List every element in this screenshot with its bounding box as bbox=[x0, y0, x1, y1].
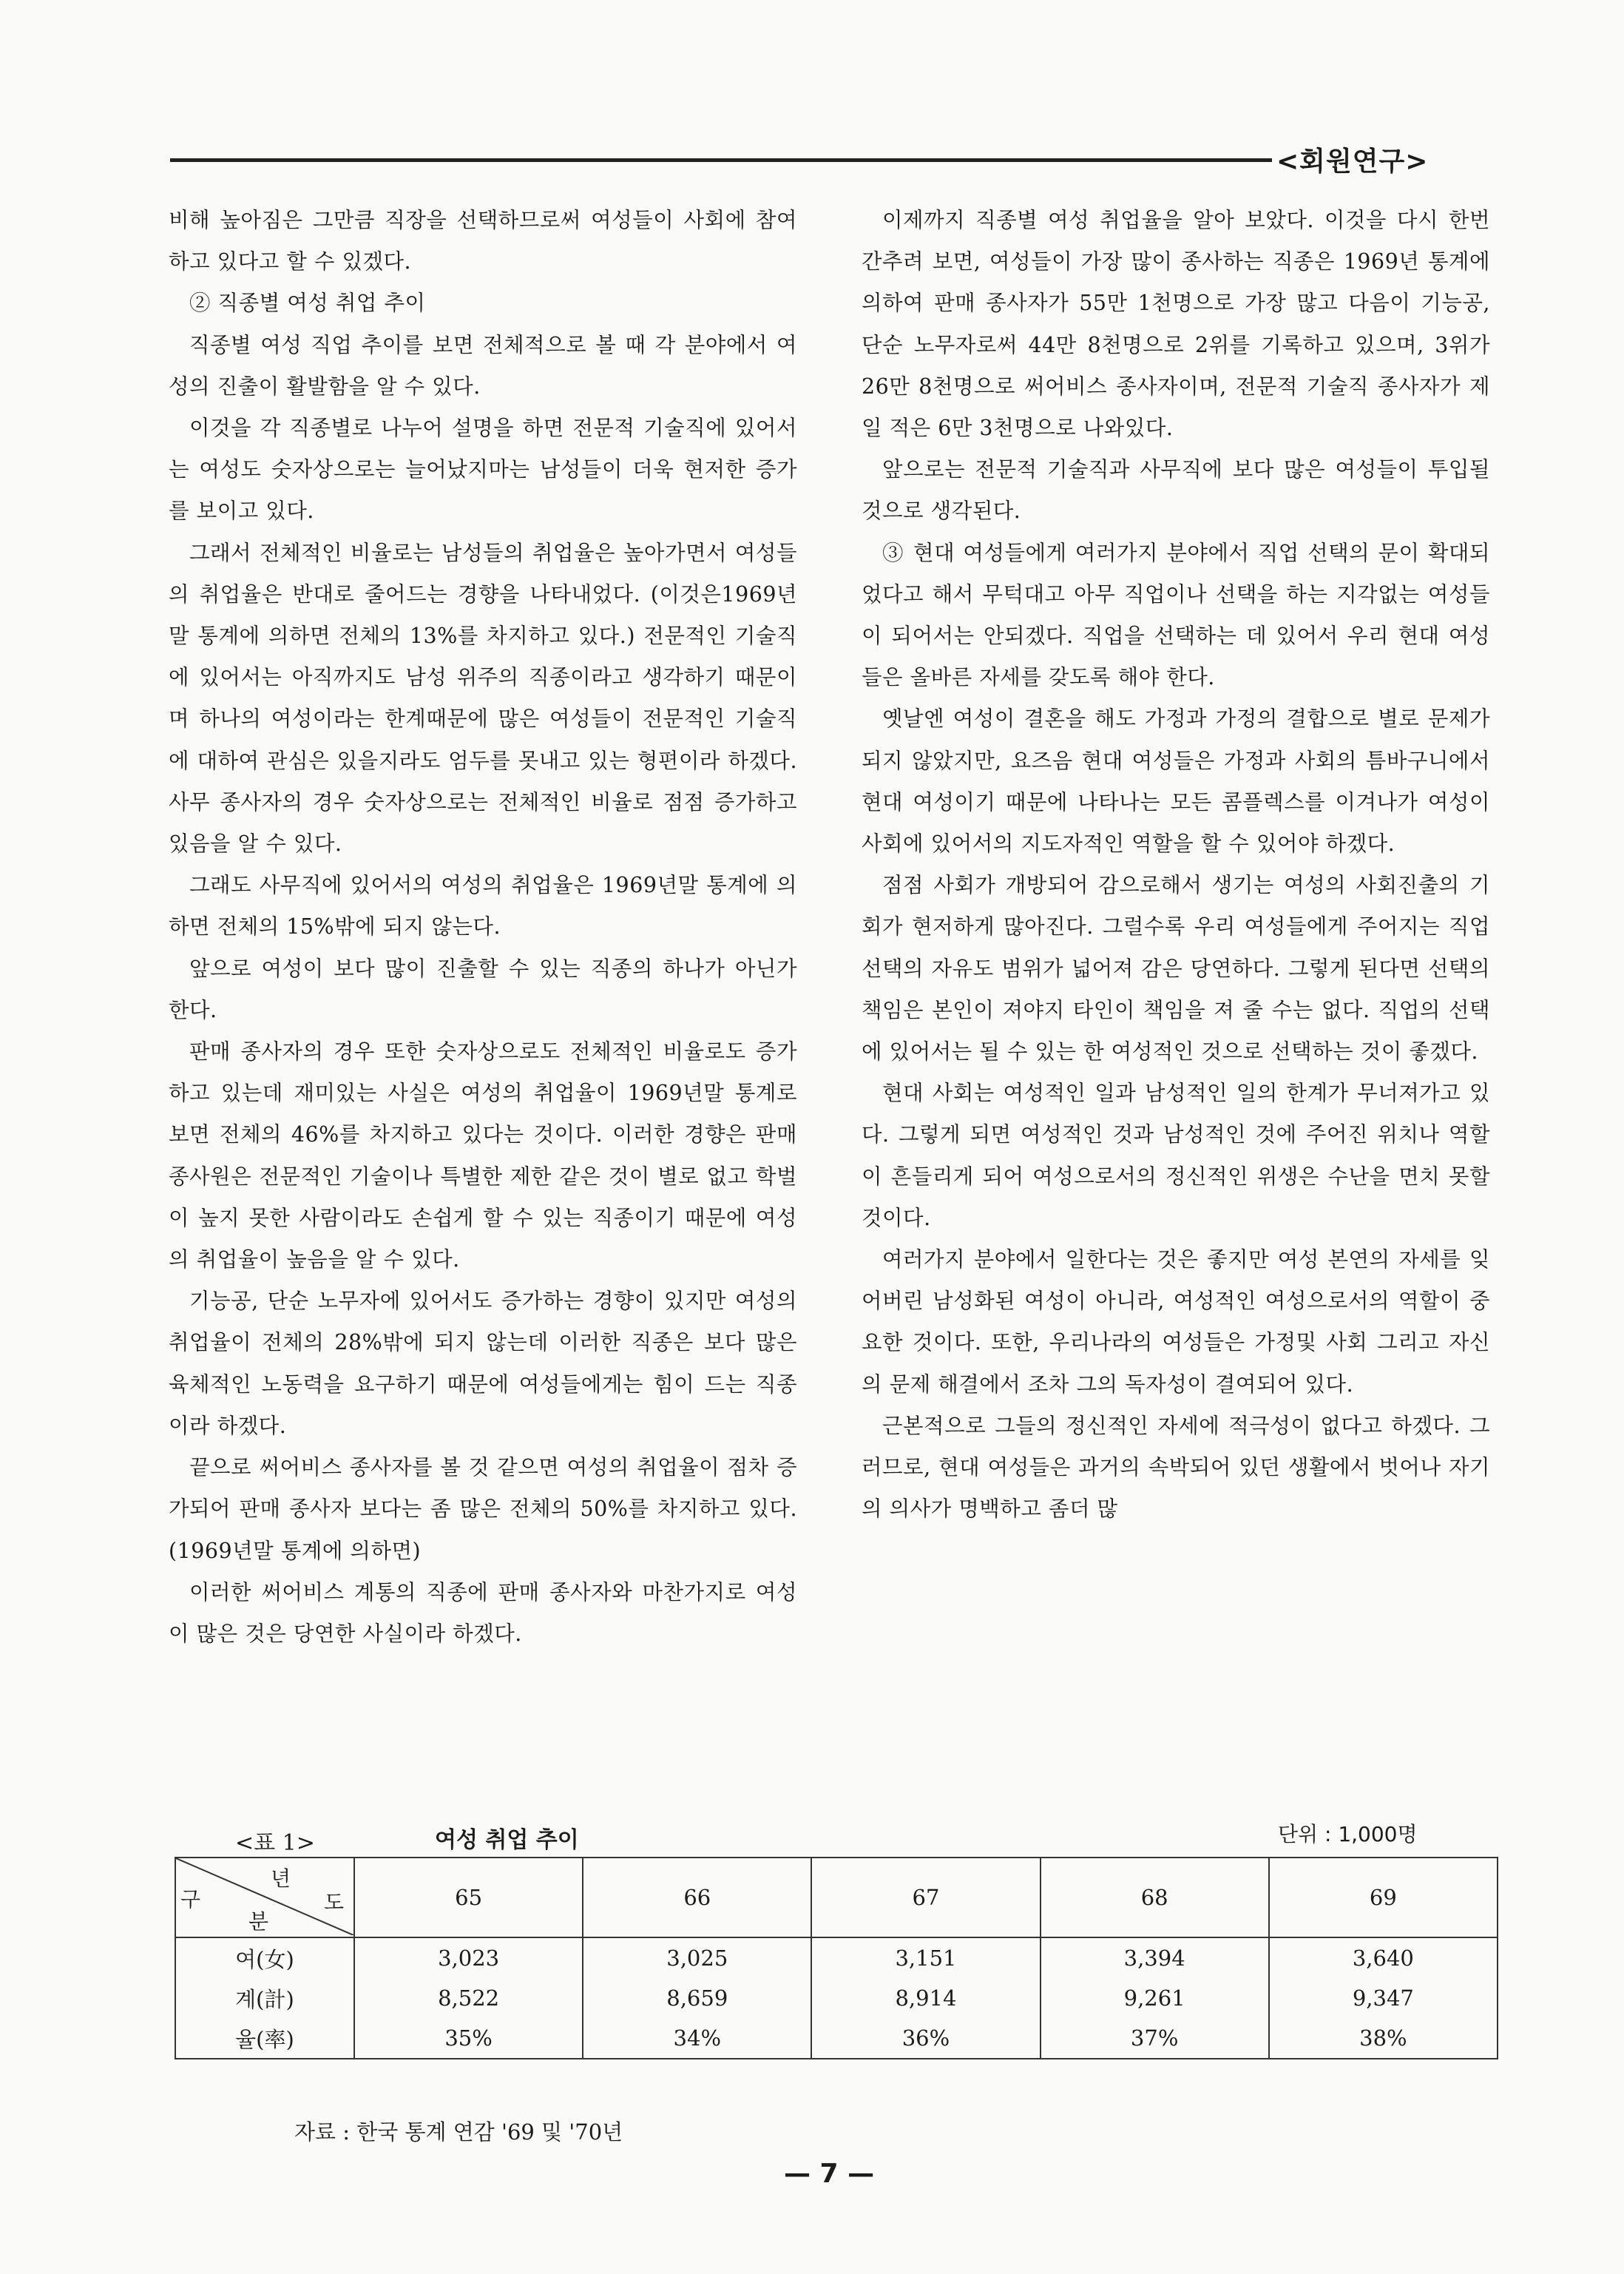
table-title: 여성 취업 추이 bbox=[435, 1827, 579, 1853]
table-cell: 8,659 bbox=[583, 1978, 811, 2018]
year-header: 67 bbox=[811, 1858, 1040, 1937]
paragraph: 여러가지 분야에서 일한다는 것은 좋지만 여성 본연의 자세를 잊어버린 남성화된 여성이 아니라, 여성적인 여성으로서의 역할이 중요한 것이다. 또한, 우리나라의 여성들은 가정및 사회 그리고 자신의 문제 해결에서 조차 그의 독자성이 결여되어 있다. bbox=[862, 1247, 1490, 1397]
table-corner-cell bbox=[175, 1858, 354, 1937]
table-cell: 37% bbox=[1041, 2018, 1269, 2059]
paragraph: 기능공, 단순 노무자에 있어서도 증가하는 경향이 있지만 여성의 취업율이 전체의 28%밖에 되지 않는데 이러한 직종은 보다 많은 육체적인 노동력을 요구하기 때문에 여성들에게는 힘이 드는 직종이라 하겠다. bbox=[169, 1289, 797, 1438]
table-cell: 8,522 bbox=[354, 1978, 583, 2018]
table-unit: 단위 : 1,000명 bbox=[1278, 1822, 1418, 1846]
table-cell: 35% bbox=[354, 2018, 583, 2059]
left-column bbox=[169, 200, 797, 1655]
paragraph: 옛날엔 여성이 결혼을 해도 가정과 가정의 결합으로 별로 문제가 되지 않았지만, 요즈음 현대 여성들은 가정과 사회의 틈바구니에서 현대 여성이기 때문에 나타나는 모든 콤플렉스를 이겨나가 여성이 사회에 있어서의 지도자적인 역할을 할 수 있어야 하겠다. bbox=[862, 706, 1490, 857]
table-row bbox=[175, 2018, 1498, 2059]
paragraph: 비해 높아짐은 그만큼 직장을 선택하므로써 여성들이 사회에 참여하고 있다고 할 수 있겠다. bbox=[169, 208, 797, 274]
table-cell: 34% bbox=[583, 2018, 811, 2059]
paragraph: 끝으로 써어비스 종사자를 볼 것 같으면 여성의 취업율이 점차 증가되어 판매 종사자 보다는 좀 많은 전체의 50%를 차지하고 있다.(1969년말 통계에 의하면) bbox=[169, 1455, 797, 1563]
year-header: 69 bbox=[1269, 1858, 1498, 1937]
page-number: — 7 — bbox=[784, 2159, 875, 2189]
paragraph: 점점 사회가 개방되어 감으로해서 생기는 여성의 사회진출의 기회가 현저하게 많아진다. 그럴수록 우리 여성들에게 주어지는 직업 선택의 자유도 범위가 넓어져 감은 당연하다. 그렇게 된다면 선택의 책임은 본인이 져야지 타인이 책임을 져 줄 수는 없다. 직업의 선택에 있어서는 될 수 있는 한 여성적인 것으로 선택하는 것이 좋겠다. bbox=[862, 873, 1490, 1065]
table-source-note: 자료 : 한국 통계 연감 '69 및 '70년 bbox=[294, 2119, 623, 2145]
corner-label-category-b: 분 bbox=[248, 1909, 269, 1934]
paragraph: ③ 현대 여성들에게 여러가지 분야에서 직업 선택의 문이 확대되었다고 해서 무턱대고 아무 직업이나 선택을 하는 지각없는 여성들이 되어서는 안되겠다. 직업을 선택하는 데 있어서 우리 현대 여성들은 올바른 자세를 갖도록 해야 한다. bbox=[862, 540, 1490, 690]
row-label: 계(計) bbox=[175, 1978, 354, 2018]
paragraph: 판매 종사자의 경우 또한 숫자상으로도 전체적인 비율로도 증가하고 있는데 재미있는 사실은 여성의 취업율이 1969년말 통계로 보면 전체의 46%를 차지하고 있다는 것이다. 이러한 경향은 판매 종사원은 전문적인 기술이나 특별한 제한 같은 것이 별로 없고 학벌이 높지 못한 사람이라도 손쉽게 할 수 있는 직종이기 때문에 여성의 취업율이 높음을 알 수 있다. bbox=[169, 1039, 797, 1272]
table-caption: <표 1> bbox=[235, 1830, 315, 1856]
paragraph: 앞으로 여성이 보다 많이 진출할 수 있는 직종의 하나가 아닌가 한다. bbox=[169, 956, 797, 1022]
table-cell: 9,347 bbox=[1269, 1978, 1498, 2018]
table-row bbox=[175, 1978, 1498, 2018]
table-cell: 3,640 bbox=[1269, 1937, 1498, 1978]
table-cell: 38% bbox=[1269, 2018, 1498, 2059]
section-label: <회원연구> bbox=[1276, 146, 1429, 177]
table-cell: 36% bbox=[811, 2018, 1040, 2059]
paragraph: 앞으로는 전문적 기술직과 사무직에 보다 많은 여성들이 투입될 것으로 생각된다. bbox=[862, 457, 1490, 524]
table-cell: 8,914 bbox=[811, 1978, 1040, 2018]
paragraph: 그래서 전체적인 비율로는 남성들의 취업율은 높아가면서 여성들의 취업율은 반대로 줄어드는 경향을 나타내었다. (이것은1969년말 통계에 의하면 전체의 13%를 차지하고 있다.) 전문적인 기술직에 있어서는 아직까지도 남성 위주의 직종이라고 생각하기 때문이며 하나의 여성이라는 한계때문에 많은 여성들이 전문적인 기술직에 대하여 관심은 있을지라도 엄두를 못내고 있는 형편이라 하겠다. 사무 종사자의 경우 숫자상으로는 전체적인 비율로 점점 증가하고 있음을 알 수 있다. bbox=[169, 540, 797, 857]
table-cell: 3,394 bbox=[1041, 1937, 1269, 1978]
table-cell: 9,261 bbox=[1041, 1978, 1269, 2018]
header-rule bbox=[170, 158, 1272, 162]
employment-table bbox=[175, 1857, 1498, 2059]
table-row bbox=[175, 1937, 1498, 1978]
paragraph: 근본적으로 그들의 정신적인 자세에 적극성이 없다고 하겠다. 그러므로, 현대 여성들은 과거의 속박되어 있던 생활에서 벗어나 자기의 의사가 명백하고 좀더 많 bbox=[862, 1413, 1490, 1522]
row-label: 여(女) bbox=[175, 1937, 354, 1978]
table-header-row bbox=[175, 1858, 1498, 1937]
table-cell: 3,025 bbox=[583, 1937, 811, 1978]
paragraph: 이러한 써어비스 계통의 직종에 판매 종사자와 마찬가지로 여성이 많은 것은 당연한 사실이라 하겠다. bbox=[169, 1579, 797, 1646]
table-cell: 3,151 bbox=[811, 1937, 1040, 1978]
row-label: 율(率) bbox=[175, 2018, 354, 2059]
paragraph: 그래도 사무직에 있어서의 여성의 취업율은 1969년말 통계에 의하면 전체의 15%밖에 되지 않는다. bbox=[169, 873, 797, 939]
table-cell: 3,023 bbox=[354, 1937, 583, 1978]
year-header: 65 bbox=[354, 1858, 583, 1937]
paragraph: 이것을 각 직종별로 나누어 설명을 하면 전문적 기술직에 있어서는 여성도 숫자상으로는 늘어났지마는 남성들이 더욱 현저한 증가를 보이고 있다. bbox=[169, 416, 797, 524]
paragraph: 현대 사회는 여성적인 일과 남성적인 일의 한계가 무너져가고 있다. 그렇게 되면 여성적인 것과 남성적인 것에 주어진 위치나 역할이 흔들리게 되어 여성으로서의 정신적인 위생은 수난을 면치 못할 것이다. bbox=[862, 1081, 1490, 1230]
paragraph: 직종별 여성 직업 추이를 보면 전체적으로 볼 때 각 분야에서 여성의 진출이 활발함을 알 수 있다. bbox=[169, 332, 797, 399]
year-header: 68 bbox=[1041, 1858, 1269, 1937]
paragraph: 이제까지 직종별 여성 취업율을 알아 보았다. 이것을 다시 한번 간추려 보면, 여성들이 가장 많이 종사하는 직종은 1969년 통계에 의하여 판매 종사자가 55만 1천명으로 가장 많고 다음이 기능공, 단순 노무자로써 44만 8천명으로 2위를 기록하고 있으며, 3위가 26만 8천명으로 써어비스 종사자이며, 전문적 기술직 종사자가 제일 적은 6만 3천명으로 나와있다. bbox=[862, 208, 1490, 441]
corner-label-year-a: 년 bbox=[271, 1866, 291, 1891]
year-header: 66 bbox=[583, 1858, 811, 1937]
right-column bbox=[862, 200, 1490, 1531]
corner-label-year-b: 도 bbox=[324, 1890, 345, 1914]
section-heading: ② 직종별 여성 취업 추이 bbox=[189, 291, 426, 316]
corner-label-category-a: 구 bbox=[180, 1887, 201, 1912]
